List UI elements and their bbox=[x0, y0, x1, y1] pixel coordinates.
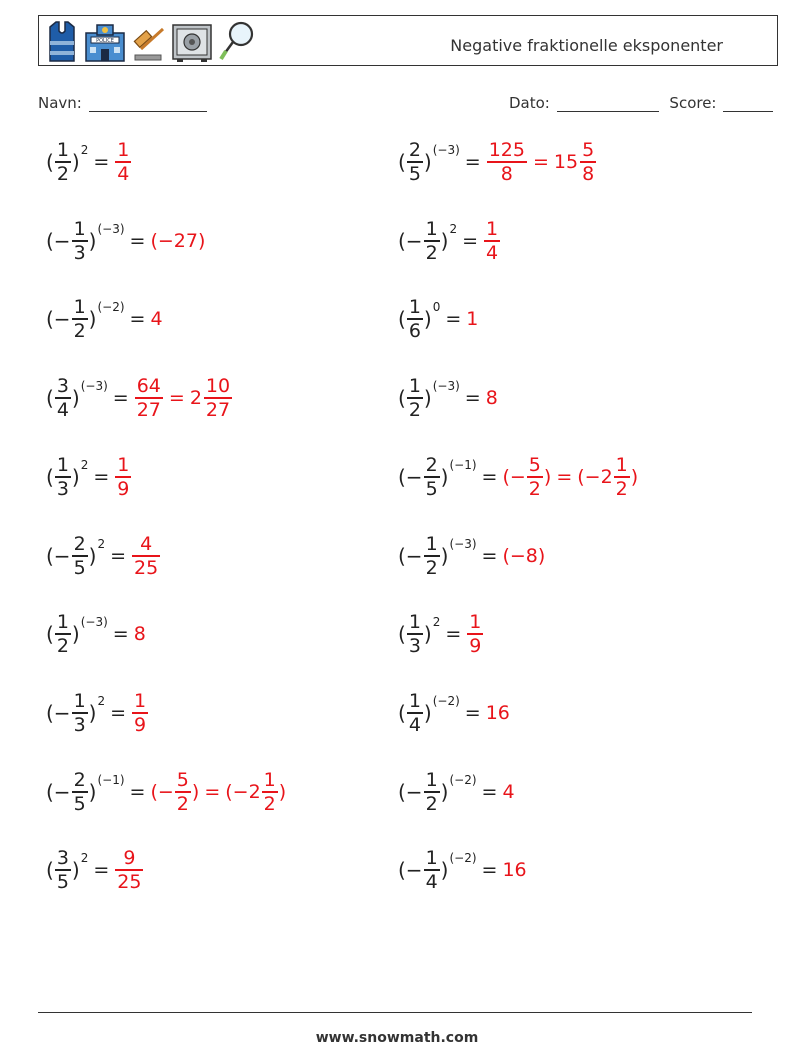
open-paren: ( bbox=[46, 858, 54, 882]
denominator: 2 bbox=[56, 634, 69, 657]
problem-item bbox=[46, 294, 163, 344]
close-paren: ) bbox=[423, 307, 432, 331]
numerator: 1 bbox=[117, 139, 130, 162]
numerator: 1 bbox=[469, 611, 482, 634]
close-paren: ) bbox=[423, 701, 432, 725]
exponent: (−2) bbox=[449, 773, 477, 787]
fraction bbox=[175, 769, 191, 814]
numerator: 125 bbox=[488, 139, 525, 162]
close-paren: ) bbox=[88, 229, 97, 253]
exponent: 2 bbox=[432, 615, 441, 629]
open-paren: (− bbox=[46, 229, 71, 253]
problem-item bbox=[398, 216, 501, 266]
numerator: 2 bbox=[73, 533, 86, 556]
answer-text: (− bbox=[502, 466, 526, 488]
close-paren: ) bbox=[440, 229, 449, 253]
worksheet-title: Negative fraktionelle eksponenter bbox=[450, 36, 723, 55]
close-paren: ) bbox=[71, 622, 80, 646]
exponent: (−3) bbox=[97, 222, 125, 236]
denominator: 5 bbox=[73, 556, 86, 579]
problem-item bbox=[46, 609, 146, 659]
problem-item bbox=[398, 137, 597, 187]
fraction bbox=[407, 139, 423, 184]
numerator: 1 bbox=[134, 690, 147, 713]
fraction bbox=[424, 769, 440, 814]
exponent: 2 bbox=[80, 458, 89, 472]
fraction bbox=[72, 533, 88, 578]
answer-equals-sign: = bbox=[204, 781, 221, 803]
fraction bbox=[614, 454, 630, 499]
problem-item bbox=[398, 373, 498, 423]
open-paren: ( bbox=[398, 701, 406, 725]
denominator: 4 bbox=[117, 162, 130, 185]
numerator: 1 bbox=[73, 296, 86, 319]
exponent: (−3) bbox=[80, 379, 108, 393]
equals-sign: = bbox=[129, 781, 146, 803]
answer bbox=[131, 690, 149, 735]
footer-divider bbox=[38, 1012, 752, 1013]
close-paren: ) bbox=[88, 307, 97, 331]
exponent: (−2) bbox=[97, 300, 125, 314]
denominator: 2 bbox=[73, 319, 86, 342]
numerator: 1 bbox=[615, 454, 628, 477]
denominator: 4 bbox=[56, 398, 69, 421]
problem-item bbox=[398, 531, 545, 581]
denominator: 5 bbox=[73, 792, 86, 815]
equals-sign: = bbox=[93, 151, 110, 173]
exponent: 2 bbox=[97, 537, 106, 551]
equals-sign: = bbox=[110, 545, 127, 567]
numerator: 4 bbox=[140, 533, 153, 556]
fraction bbox=[407, 690, 423, 735]
answer bbox=[150, 769, 286, 814]
denominator: 6 bbox=[408, 319, 421, 342]
problem-item bbox=[46, 845, 144, 895]
fraction bbox=[424, 533, 440, 578]
fraction bbox=[72, 769, 88, 814]
equals-sign: = bbox=[129, 308, 146, 330]
close-paren: ) bbox=[71, 386, 80, 410]
fraction bbox=[424, 454, 440, 499]
open-paren: ( bbox=[398, 150, 406, 174]
exponent: (−3) bbox=[80, 615, 108, 629]
exponent: 2 bbox=[80, 851, 89, 865]
exponent: (−2) bbox=[432, 694, 460, 708]
denominator: 2 bbox=[56, 162, 69, 185]
fraction bbox=[132, 690, 148, 735]
denominator: 4 bbox=[486, 241, 499, 264]
open-paren: (− bbox=[398, 229, 423, 253]
equals-sign: = bbox=[93, 466, 110, 488]
answer bbox=[150, 230, 205, 252]
fraction bbox=[72, 296, 88, 341]
fraction bbox=[55, 139, 71, 184]
fraction bbox=[580, 139, 596, 184]
equals-sign: = bbox=[464, 151, 481, 173]
close-paren: ) bbox=[71, 858, 80, 882]
date-label: Dato: bbox=[509, 94, 550, 112]
open-paren: ( bbox=[46, 150, 54, 174]
answer bbox=[502, 545, 545, 567]
fraction bbox=[115, 139, 131, 184]
open-paren: ( bbox=[398, 386, 406, 410]
fraction bbox=[407, 296, 423, 341]
denominator: 27 bbox=[205, 398, 231, 421]
open-paren: ( bbox=[46, 465, 54, 489]
exponent: (−3) bbox=[449, 537, 477, 551]
open-paren: (− bbox=[398, 858, 423, 882]
numerator: 3 bbox=[56, 375, 69, 398]
exponent: (−1) bbox=[449, 458, 477, 472]
fraction bbox=[135, 375, 163, 420]
exponent: 2 bbox=[97, 694, 106, 708]
equals-sign: = bbox=[445, 308, 462, 330]
date-score-field bbox=[509, 94, 773, 112]
answer-text: 4 bbox=[502, 781, 515, 803]
open-paren: ( bbox=[46, 622, 54, 646]
answer bbox=[131, 533, 161, 578]
worksheet-header bbox=[38, 15, 778, 66]
footer-url: www.snowmath.com bbox=[315, 1030, 479, 1046]
name-field bbox=[38, 94, 207, 112]
problem-item bbox=[398, 688, 510, 738]
fraction bbox=[527, 454, 543, 499]
answer-text: (−2 bbox=[225, 781, 261, 803]
answer-text: (−27) bbox=[150, 230, 206, 252]
answer-text: 1 bbox=[466, 308, 479, 330]
equals-sign: = bbox=[129, 230, 146, 252]
denominator: 9 bbox=[469, 634, 482, 657]
numerator: 1 bbox=[56, 139, 69, 162]
close-paren: ) bbox=[88, 701, 97, 725]
problem-item bbox=[46, 767, 286, 817]
denominator: 5 bbox=[425, 477, 438, 500]
fraction bbox=[115, 847, 143, 892]
answer bbox=[502, 859, 526, 881]
numerator: 1 bbox=[408, 296, 421, 319]
equals-sign: = bbox=[481, 781, 498, 803]
answer bbox=[466, 308, 478, 330]
numerator: 1 bbox=[408, 375, 421, 398]
safe-icon bbox=[171, 19, 213, 63]
numerator: 1 bbox=[56, 454, 69, 477]
close-paren: ) bbox=[440, 858, 449, 882]
equals-sign: = bbox=[464, 387, 481, 409]
open-paren: ( bbox=[398, 622, 406, 646]
denominator: 8 bbox=[582, 162, 595, 185]
answer-text: ) bbox=[630, 466, 639, 488]
close-paren: ) bbox=[88, 544, 97, 568]
denominator: 2 bbox=[528, 477, 541, 500]
equals-sign: = bbox=[445, 623, 462, 645]
gavel-icon bbox=[131, 19, 167, 63]
answer bbox=[150, 308, 162, 330]
numerator: 1 bbox=[56, 611, 69, 634]
close-paren: ) bbox=[88, 780, 97, 804]
answer bbox=[502, 454, 638, 499]
numerator: 2 bbox=[73, 769, 86, 792]
fraction bbox=[467, 611, 483, 656]
denominator: 2 bbox=[263, 792, 276, 815]
equals-sign: = bbox=[481, 859, 498, 881]
fraction bbox=[424, 218, 440, 263]
answer-text: 16 bbox=[502, 859, 527, 881]
problem-item bbox=[398, 452, 638, 502]
exponent: (−1) bbox=[97, 773, 125, 787]
answer-text: 4 bbox=[150, 308, 163, 330]
denominator: 2 bbox=[425, 556, 438, 579]
close-paren: ) bbox=[423, 622, 432, 646]
numerator: 1 bbox=[408, 690, 421, 713]
answer-equals-sign: = bbox=[168, 387, 185, 409]
denominator: 5 bbox=[56, 870, 69, 893]
equals-sign: = bbox=[462, 230, 479, 252]
answer bbox=[114, 847, 144, 892]
open-paren: (− bbox=[398, 544, 423, 568]
answer bbox=[134, 623, 146, 645]
answer-text: 16 bbox=[485, 702, 510, 724]
numerator: 1 bbox=[117, 454, 130, 477]
denominator: 5 bbox=[408, 162, 421, 185]
open-paren: (− bbox=[46, 780, 71, 804]
answer-equals-sign: = bbox=[556, 466, 573, 488]
date-line[interactable] bbox=[557, 97, 659, 112]
fraction bbox=[262, 769, 278, 814]
denominator: 2 bbox=[615, 477, 628, 500]
denominator: 2 bbox=[176, 792, 189, 815]
magnifier-icon bbox=[217, 19, 257, 63]
name-line[interactable] bbox=[89, 97, 207, 112]
denominator: 27 bbox=[136, 398, 161, 421]
numerator: 1 bbox=[263, 769, 276, 792]
denominator: 4 bbox=[408, 713, 421, 736]
fraction bbox=[407, 611, 423, 656]
answer-text: (−2 bbox=[577, 466, 613, 488]
equals-sign: = bbox=[112, 387, 129, 409]
answer bbox=[486, 702, 510, 724]
fraction bbox=[132, 533, 160, 578]
close-paren: ) bbox=[440, 544, 449, 568]
close-paren: ) bbox=[423, 150, 432, 174]
denominator: 2 bbox=[408, 398, 421, 421]
police-sign-label: POLICE bbox=[96, 38, 114, 44]
score-label: Score: bbox=[669, 94, 717, 112]
answer-equals-sign: = bbox=[532, 151, 549, 173]
whole-number: 2 bbox=[189, 387, 202, 409]
answer bbox=[466, 611, 484, 656]
open-paren: (− bbox=[46, 544, 71, 568]
denominator: 2 bbox=[425, 792, 438, 815]
equals-sign: = bbox=[112, 623, 129, 645]
score-line[interactable] bbox=[723, 97, 773, 112]
fraction bbox=[407, 375, 423, 420]
vest-icon bbox=[45, 19, 79, 63]
answer-text: 8 bbox=[485, 387, 498, 409]
denominator: 25 bbox=[117, 870, 142, 893]
answer-text: (− bbox=[150, 781, 174, 803]
answer-text: 8 bbox=[133, 623, 146, 645]
numerator: 1 bbox=[425, 218, 438, 241]
exponent: 2 bbox=[449, 222, 458, 236]
open-paren: ( bbox=[398, 307, 406, 331]
denominator: 9 bbox=[134, 713, 147, 736]
close-paren: ) bbox=[440, 780, 449, 804]
denominator: 3 bbox=[73, 241, 86, 264]
answer bbox=[486, 139, 597, 184]
whole-number: 15 bbox=[553, 151, 579, 173]
numerator: 10 bbox=[205, 375, 231, 398]
problem-item bbox=[46, 373, 233, 423]
denominator: 8 bbox=[500, 162, 513, 185]
numerator: 2 bbox=[408, 139, 421, 162]
numerator: 1 bbox=[73, 690, 86, 713]
fraction bbox=[424, 847, 440, 892]
fraction bbox=[487, 139, 527, 184]
problem-item bbox=[46, 452, 132, 502]
fraction bbox=[55, 847, 71, 892]
denominator: 3 bbox=[56, 477, 69, 500]
problem-item bbox=[398, 609, 484, 659]
open-paren: (− bbox=[46, 701, 71, 725]
police-station-icon bbox=[83, 19, 127, 63]
name-label: Navn: bbox=[38, 94, 82, 112]
answer bbox=[486, 387, 498, 409]
open-paren: (− bbox=[46, 307, 71, 331]
numerator: 2 bbox=[425, 454, 438, 477]
numerator: 1 bbox=[486, 218, 499, 241]
answer bbox=[114, 139, 132, 184]
close-paren: ) bbox=[71, 465, 80, 489]
numerator: 9 bbox=[123, 847, 136, 870]
numerator: 3 bbox=[56, 847, 69, 870]
fraction bbox=[55, 454, 71, 499]
numerator: 1 bbox=[408, 611, 421, 634]
answer-text: ) bbox=[191, 781, 200, 803]
equals-sign: = bbox=[464, 702, 481, 724]
exponent: 2 bbox=[80, 143, 89, 157]
exponent: (−3) bbox=[432, 143, 460, 157]
numerator: 64 bbox=[136, 375, 161, 398]
denominator: 9 bbox=[117, 477, 130, 500]
answer bbox=[502, 781, 514, 803]
equals-sign: = bbox=[481, 545, 498, 567]
exponent: 0 bbox=[432, 300, 441, 314]
equals-sign: = bbox=[110, 702, 127, 724]
equals-sign: = bbox=[481, 466, 498, 488]
answer-text: ) bbox=[543, 466, 552, 488]
denominator: 3 bbox=[408, 634, 421, 657]
answer bbox=[134, 375, 233, 420]
fraction bbox=[55, 375, 71, 420]
problem-item bbox=[46, 531, 161, 581]
numerator: 1 bbox=[425, 847, 438, 870]
close-paren: ) bbox=[440, 465, 449, 489]
denominator: 2 bbox=[425, 241, 438, 264]
problem-item bbox=[398, 767, 515, 817]
problem-item bbox=[46, 137, 132, 187]
problem-item bbox=[46, 688, 149, 738]
numerator: 1 bbox=[425, 533, 438, 556]
close-paren: ) bbox=[71, 150, 80, 174]
numerator: 5 bbox=[582, 139, 595, 162]
answer-text: (−8) bbox=[502, 545, 546, 567]
open-paren: (− bbox=[398, 465, 423, 489]
close-paren: ) bbox=[423, 386, 432, 410]
open-paren: ( bbox=[46, 386, 54, 410]
answer bbox=[114, 454, 132, 499]
fraction bbox=[72, 218, 88, 263]
numerator: 1 bbox=[73, 218, 86, 241]
numerator: 5 bbox=[176, 769, 189, 792]
problem-item bbox=[398, 294, 478, 344]
denominator: 3 bbox=[73, 713, 86, 736]
fraction bbox=[55, 611, 71, 656]
problem-item bbox=[46, 216, 205, 266]
answer bbox=[483, 218, 501, 263]
fraction bbox=[115, 454, 131, 499]
fraction bbox=[72, 690, 88, 735]
exponent: (−2) bbox=[449, 851, 477, 865]
fraction bbox=[204, 375, 232, 420]
problem-item bbox=[398, 845, 527, 895]
denominator: 4 bbox=[425, 870, 438, 893]
exponent: (−3) bbox=[432, 379, 460, 393]
header-icons bbox=[45, 19, 257, 63]
denominator: 25 bbox=[134, 556, 159, 579]
numerator: 5 bbox=[528, 454, 541, 477]
open-paren: (− bbox=[398, 780, 423, 804]
numerator: 1 bbox=[425, 769, 438, 792]
fraction bbox=[484, 218, 500, 263]
answer-text: ) bbox=[278, 781, 287, 803]
equals-sign: = bbox=[93, 859, 110, 881]
